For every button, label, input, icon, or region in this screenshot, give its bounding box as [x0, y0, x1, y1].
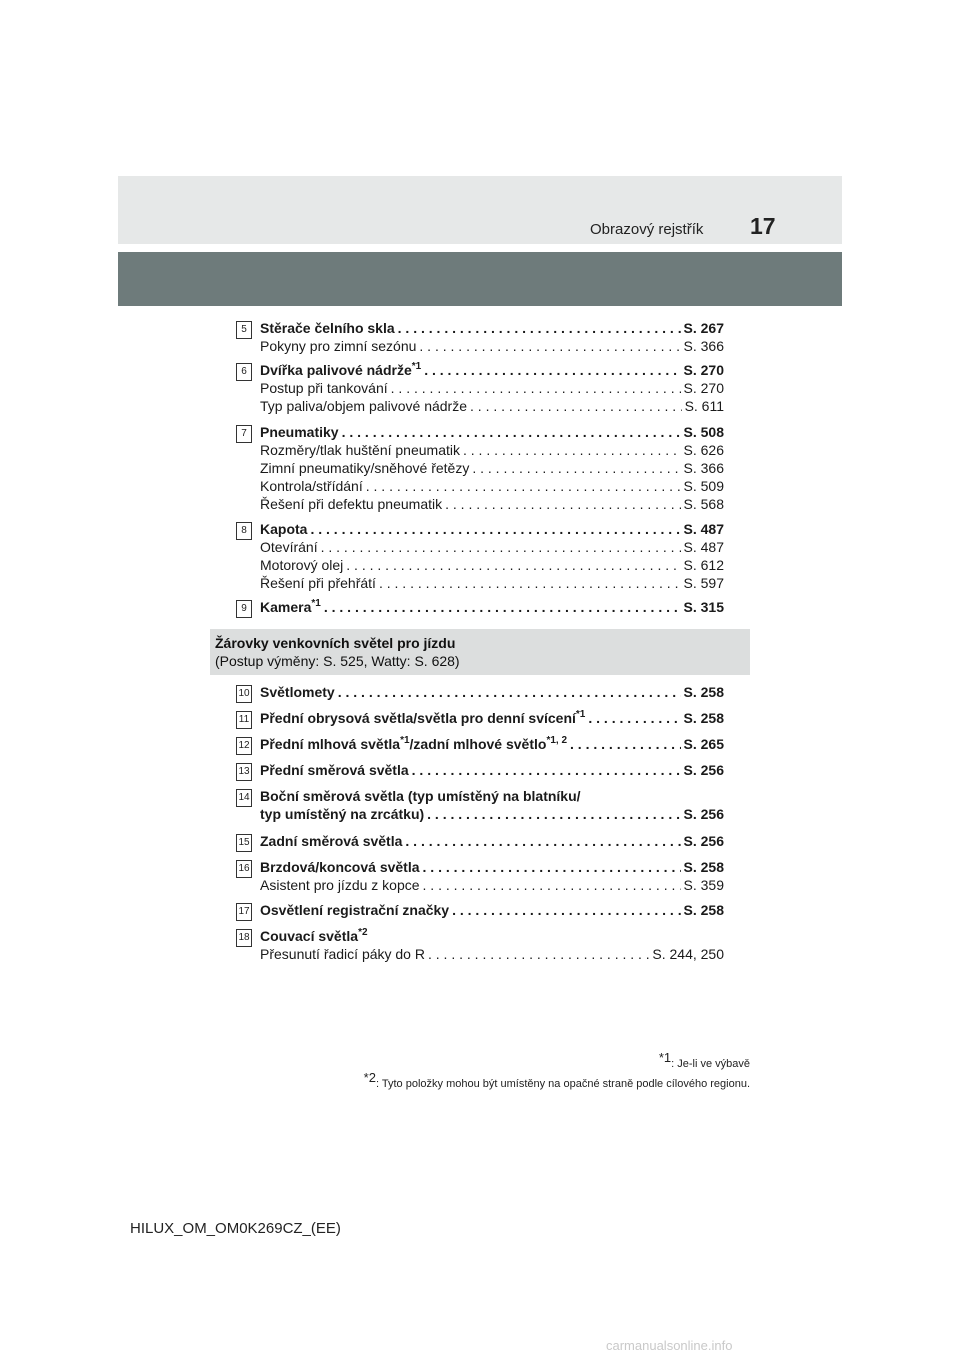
- entry-heading: [260, 832, 724, 850]
- page-number: 17: [750, 213, 776, 239]
- page-reference[interactable]: S. 612: [683, 557, 724, 573]
- dot-leader: [463, 441, 681, 459]
- entry-subitem: [260, 337, 724, 355]
- entry-label: Rozměry/tlak huštění pneumatik: [260, 442, 460, 458]
- dot-leader: [423, 858, 681, 876]
- entry-heading: [260, 520, 724, 538]
- index-entry: [236, 761, 724, 779]
- entry-subitem: [260, 495, 724, 513]
- dot-leader: [428, 945, 649, 963]
- callout-number: 11: [236, 711, 252, 729]
- index-entry: [236, 901, 724, 919]
- dot-leader: [452, 901, 680, 919]
- index-entry: [236, 832, 724, 850]
- footnote-2: [363, 1070, 750, 1090]
- entry-label: Přední směrová světla: [260, 762, 409, 778]
- dot-leader: [398, 319, 681, 337]
- callout-number: 8: [236, 522, 252, 540]
- dot-leader: [424, 361, 680, 379]
- callout-number: 17: [236, 903, 252, 921]
- entry-subitem: [260, 477, 724, 495]
- page-reference[interactable]: S. 487: [683, 539, 724, 555]
- entry-text: [260, 683, 335, 701]
- page-reference[interactable]: S. 270: [683, 362, 724, 378]
- entry-label: Brzdová/koncová světla: [260, 859, 420, 875]
- entry-label: Přední obrysová světla/světla pro denní svícení: [260, 710, 576, 726]
- index-entry: [236, 858, 724, 894]
- dot-leader: [338, 683, 681, 701]
- entry-label: Pokyny pro zimní sezónu: [260, 338, 417, 354]
- entry-text: [260, 858, 420, 876]
- entry-text: [260, 927, 368, 945]
- entry-heading: [260, 423, 724, 441]
- callout-number: 16: [236, 860, 252, 878]
- callout-number: 15: [236, 834, 252, 852]
- entry-heading: [260, 805, 724, 823]
- entry-text: [260, 832, 402, 850]
- footnote-ref: *1, 2: [546, 735, 568, 746]
- entry-text: [260, 337, 416, 355]
- dot-leader: [445, 495, 680, 513]
- page-reference[interactable]: S. 258: [683, 710, 724, 726]
- page-reference[interactable]: S. 258: [683, 684, 724, 700]
- dot-leader: [391, 379, 681, 397]
- dot-leader: [310, 520, 680, 538]
- page-reference[interactable]: S. 508: [683, 424, 724, 440]
- callout-number: 5: [236, 321, 252, 339]
- entry-label: typ umístěný na zrcátku): [260, 806, 425, 822]
- entry-subitem: [260, 556, 724, 574]
- page-title: Obrazový rejstřík: [590, 221, 704, 238]
- dot-leader: [570, 735, 680, 753]
- entry-text: [260, 397, 467, 415]
- section-subtitle: (Postup výměny: S. 525, Watty: S. 628): [215, 653, 460, 669]
- entry-subitem: [260, 441, 724, 459]
- dot-leader: [427, 805, 680, 823]
- entry-text: [260, 805, 424, 823]
- page-reference[interactable]: S. 270: [683, 380, 724, 396]
- entry-text: [260, 876, 420, 894]
- entry-text: [260, 520, 307, 538]
- watermark: carmanualsonline.info: [606, 1338, 733, 1353]
- entry-subitem: [260, 397, 724, 415]
- entry-subitem: [260, 459, 724, 477]
- bulbs-section-header: [210, 629, 750, 675]
- entry-label: Kamera: [260, 599, 312, 615]
- entry-text: [260, 538, 318, 556]
- callout-number: 9: [236, 600, 252, 618]
- dot-leader: [346, 556, 680, 574]
- page-reference[interactable]: S. 487: [683, 521, 724, 537]
- dot-leader: [405, 832, 680, 850]
- entry-heading: [260, 735, 724, 753]
- page-reference[interactable]: S. 258: [683, 902, 724, 918]
- header-band: [118, 176, 842, 244]
- entry-text: [260, 901, 449, 919]
- entry-label: Motorový olej: [260, 557, 344, 573]
- callout-number: 6: [236, 363, 252, 381]
- page-reference[interactable]: S. 265: [683, 736, 724, 752]
- entry-label: Přední mlhová světla: [260, 736, 401, 752]
- index-entry: [236, 787, 724, 823]
- page-reference[interactable]: S. 256: [683, 762, 724, 778]
- entry-subitem: [260, 379, 724, 397]
- index-entry: [236, 927, 724, 963]
- entry-label: Zimní pneumatiky/sněhové řetězy: [260, 460, 470, 476]
- entry-label: Světlomety: [260, 684, 335, 700]
- entry-heading: [260, 858, 724, 876]
- page-reference[interactable]: S. 267: [683, 320, 724, 336]
- footnote-ref: *1: [575, 709, 586, 720]
- entry-heading: [260, 901, 724, 919]
- index-entry: [236, 319, 724, 355]
- page-reference[interactable]: S. 626: [683, 442, 724, 458]
- footnote-ref: *1: [400, 735, 410, 746]
- dot-leader: [419, 337, 680, 355]
- entry-label: Řešení při defektu pneumatik: [260, 496, 443, 512]
- section-title: Žárovky venkovních světel pro jízdu: [215, 635, 456, 651]
- entry-text: [260, 319, 395, 337]
- entry-text: [260, 735, 567, 753]
- page-reference[interactable]: S. 366: [683, 338, 724, 354]
- page-reference[interactable]: S. 244, 250: [652, 946, 724, 962]
- entry-text: [260, 361, 421, 379]
- entry-label: Typ paliva/objem palivové nádrže: [260, 398, 468, 414]
- dot-leader: [588, 709, 680, 727]
- footnote-ref: *2: [358, 927, 368, 938]
- dot-leader: [324, 598, 681, 616]
- entry-text: [260, 709, 585, 727]
- entry-text: [260, 574, 376, 592]
- dot-leader: [366, 477, 681, 495]
- entry-text: [260, 945, 425, 963]
- page-reference[interactable]: S. 568: [683, 496, 724, 512]
- entry-heading: [260, 927, 724, 945]
- entry-label: Kontrola/střídání: [260, 478, 363, 494]
- callout-number: 12: [236, 737, 252, 755]
- callout-number: 7: [236, 425, 252, 443]
- entry-label: Couvací světla: [260, 928, 359, 944]
- index-entry: [236, 683, 724, 701]
- entry-text: [260, 459, 469, 477]
- page-reference[interactable]: S. 597: [683, 575, 724, 591]
- entry-heading: [260, 787, 724, 805]
- callout-number: 14: [236, 789, 252, 807]
- dot-leader: [342, 423, 681, 441]
- entry-heading: [260, 361, 724, 379]
- index-entry: [236, 423, 724, 513]
- index-entry: [236, 520, 724, 592]
- entry-subitem: [260, 538, 724, 556]
- entry-text: [260, 598, 321, 616]
- entry-label: Dvířka palivové nádrže: [260, 362, 412, 378]
- entry-label: Postup při tankování: [260, 380, 388, 396]
- dot-leader: [379, 574, 681, 592]
- index-entry: [236, 598, 724, 616]
- footnote-mark: *1: [658, 1050, 672, 1065]
- entry-label: Pneumatiky: [260, 424, 339, 440]
- page-reference[interactable]: S. 258: [683, 859, 724, 875]
- entry-heading: [260, 709, 724, 727]
- entry-heading: [260, 319, 724, 337]
- page-reference[interactable]: S. 315: [683, 599, 724, 615]
- entry-label: Osvětlení registrační značky: [260, 902, 450, 918]
- entry-text: [260, 423, 339, 441]
- page-reference[interactable]: S. 366: [683, 460, 724, 476]
- document-code: HILUX_OM_OM0K269CZ_(EE): [130, 1220, 341, 1237]
- dot-leader: [472, 459, 680, 477]
- entry-text: [260, 787, 581, 805]
- entry-label: Kapota: [260, 521, 308, 537]
- index-entry: [236, 709, 724, 727]
- entry-heading: [260, 761, 724, 779]
- entry-text: [260, 556, 343, 574]
- entry-label: Asistent pro jízdu z kopce: [260, 877, 420, 893]
- entry-label: Řešení při přehřátí: [260, 575, 376, 591]
- entry-subitem: [260, 876, 724, 894]
- footnote-text: : Tyto položky mohou být umístěny na opačné straně podle cílového regionu.: [375, 1078, 750, 1090]
- entry-text: [260, 495, 442, 513]
- page-reference[interactable]: S. 359: [683, 877, 724, 893]
- footnote-text: : Je-li ve výbavě: [671, 1058, 750, 1070]
- index-entry: [236, 361, 724, 415]
- callout-number: 18: [236, 929, 252, 947]
- entry-label: Otevírání: [260, 539, 318, 555]
- entry-subitem: [260, 574, 724, 592]
- callout-number: 13: [236, 763, 252, 781]
- entry-text: [260, 761, 409, 779]
- entry-subitem: [260, 945, 724, 963]
- entry-label: Stěrače čelního skla: [260, 320, 395, 336]
- footnote-mark: *2: [363, 1070, 376, 1085]
- dot-leader: [470, 397, 682, 415]
- footnote-1: [658, 1050, 750, 1070]
- index-entry: [236, 735, 724, 753]
- entry-text: [260, 379, 388, 397]
- dot-leader: [321, 538, 681, 556]
- footnote-ref: *1: [411, 361, 422, 372]
- entry-label: Přesunutí řadicí páky do R: [260, 946, 425, 962]
- dot-leader: [412, 761, 681, 779]
- section-band: [118, 252, 842, 306]
- entry-heading: [260, 683, 724, 701]
- entry-text: [260, 441, 460, 459]
- page-reference[interactable]: S. 256: [683, 833, 724, 849]
- entry-text: [260, 477, 363, 495]
- page-reference[interactable]: S. 509: [683, 478, 724, 494]
- entry-heading: [260, 598, 724, 616]
- callout-number: 10: [236, 685, 252, 703]
- entry-label: Zadní směrová světla: [260, 833, 403, 849]
- entry-label: Boční směrová světla (typ umístěný na blatníku/: [260, 788, 581, 804]
- page-reference[interactable]: S. 611: [684, 398, 724, 414]
- page-reference[interactable]: S. 256: [683, 806, 724, 822]
- entry-label: /zadní mlhové světlo: [409, 736, 547, 752]
- footnote-ref: *1: [311, 598, 321, 609]
- dot-leader: [423, 876, 681, 894]
